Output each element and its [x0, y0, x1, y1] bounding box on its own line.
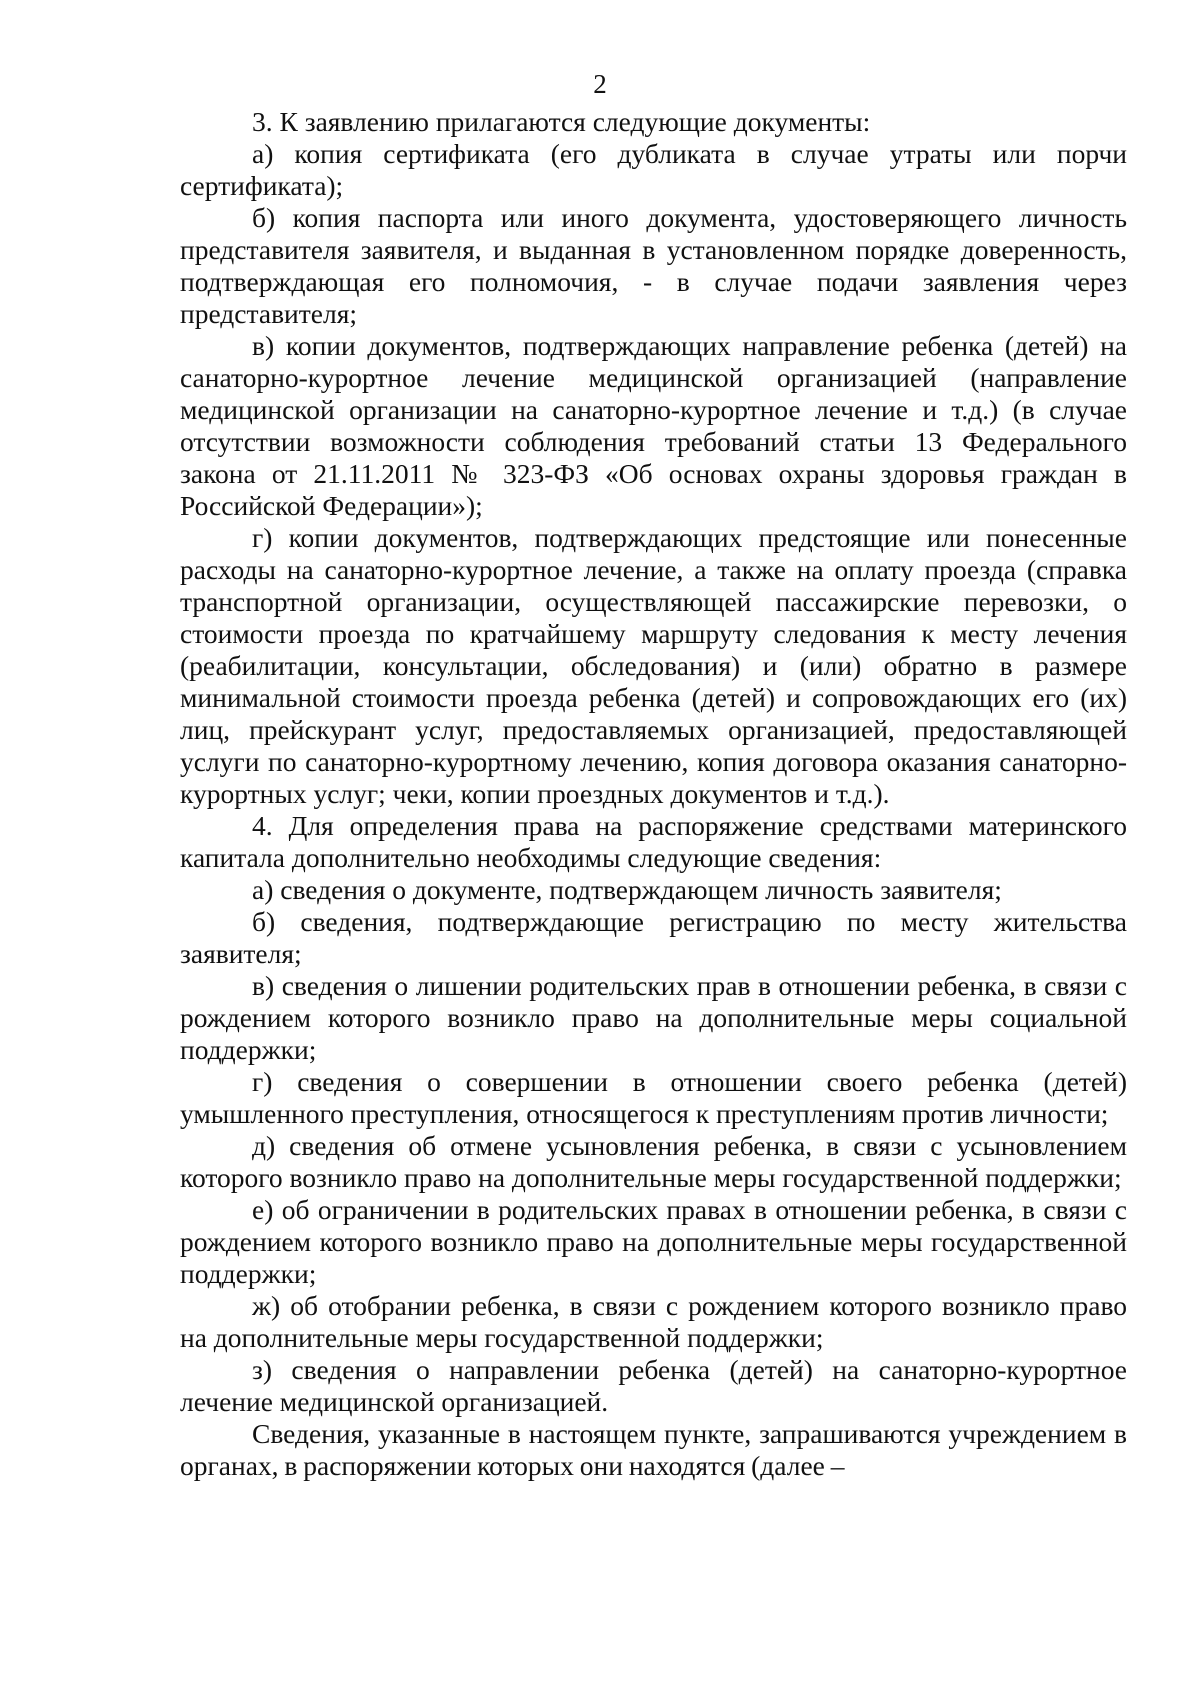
paragraph-item-4z: з) сведения о направлении ребенка (детей) на санаторно-курортное лечение медицинской организацией.: [180, 1354, 1127, 1417]
paragraph-item-3a: а) копия сертификата (его дубликата в случае утраты или порчи сертификата);: [180, 138, 1127, 201]
paragraph-item-3b: б) копия паспорта или иного документа, удостоверяющего личность представителя заявителя, и выданная в установленном порядке доверенность, подтверждающая его полномочия, - в случае подачи заявления через представителя;: [180, 202, 1127, 329]
paragraph-item-4zh: ж) об отобрании ребенка, в связи с рождением которого возникло право на дополнительные меры государственной поддержки;: [180, 1290, 1127, 1353]
paragraph-item-4v: в) сведения о лишении родительских прав в отношении ребенка, в связи с рождением которого возникло право на дополнительные меры социальной поддержки;: [180, 970, 1127, 1065]
paragraph-closing: Сведения, указанные в настоящем пункте, запрашиваются учреждением в органах, в распоряжении которых они находятся (далее –: [180, 1418, 1127, 1481]
paragraph-item-4e: е) об ограничении в родительских правах в отношении ребенка, в связи с рождением которого возникло право на дополнительные меры государственной поддержки;: [180, 1194, 1127, 1289]
paragraph-item-4g: г) сведения о совершении в отношении своего ребенка (детей) умышленного преступления, относящегося к преступлениям против личности;: [180, 1066, 1127, 1129]
paragraph-item-4-header: 4. Для определения права на распоряжение средствами материнского капитала дополнительно необходимы следующие сведения:: [180, 810, 1127, 873]
paragraph-item-3-header: 3. К заявлению прилагаются следующие документы:: [252, 106, 871, 137]
paragraph-item-4b: б) сведения, подтверждающие регистрацию по месту жительства заявителя;: [180, 906, 1127, 969]
page-number: 2: [593, 69, 607, 99]
paragraph-item-3v: в) копии документов, подтверждающих направление ребенка (детей) на санаторно-курортное лечение медицинской организацией (направление медицинской организации на санаторно-курортное лечение и т.д.) (в случае отсутствии возможности соблюдения требований статьи 13 Федерального закона от 21.11.2011 № 323-ФЗ «Об основах охраны здоровья граждан в Российской Федерации»);: [180, 330, 1127, 521]
paragraph-item-3g: г) копии документов, подтверждающих предстоящие или понесенные расходы на санаторно-курортное лечение, а также на оплату проезда (справка транспортной организации, осуществляющей пассажирские перевозки, о стоимости проезда по кратчайшему маршруту следования к месту лечения (реабилитации, консультации, обследования) и (или) обратно в размере минимальной стоимости проезда ребенка (детей) и сопровождающих его (их) лиц, прейскурант услуг, предоставляемых организацией, предоставляющей услуги по санаторно-курортному лечению, копия договора оказания санаторно-курортных услуг; чеки, копии проездных документов и т.д.).: [180, 522, 1127, 809]
document-body: [180, 106, 1127, 1482]
paragraph-item-4a: а) сведения о документе, подтверждающем личность заявителя;: [252, 874, 1002, 905]
paragraph-item-4d: д) сведения об отмене усыновления ребенка, в связи с усыновлением которого возникло право на дополнительные меры государственной поддержки;: [180, 1130, 1127, 1193]
